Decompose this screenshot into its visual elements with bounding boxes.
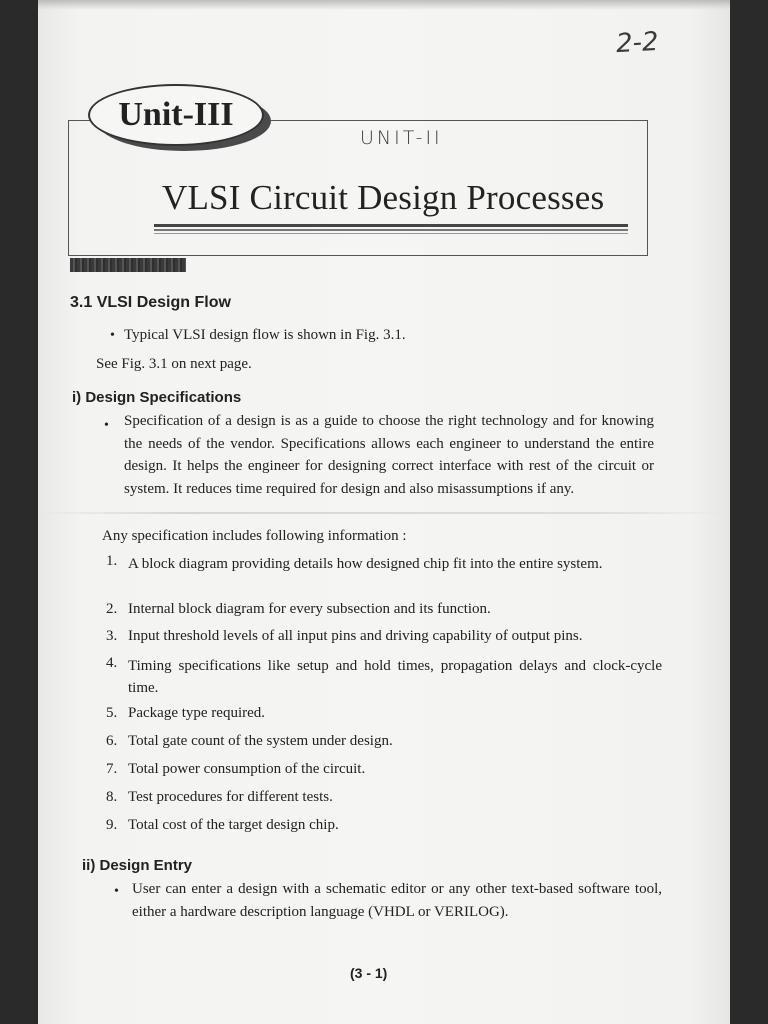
list-item: 8. Test procedures for different tests. bbox=[106, 789, 333, 805]
handwritten-unit-correction: UNIT-II bbox=[360, 127, 443, 149]
bullet-dot: • bbox=[114, 884, 119, 899]
list-item: 5. Package type required. bbox=[106, 705, 266, 721]
decorative-bar bbox=[70, 258, 186, 272]
design-entry-paragraph: User can enter a design with a schematic editor or any other text-based software tool, either a hardware description language (VHDL or VERILOG). bbox=[132, 881, 662, 920]
list-item: 2. Internal block diagram for every subsection and its function. bbox=[106, 601, 491, 617]
bullet-dot: • bbox=[104, 418, 109, 433]
title-underline bbox=[154, 224, 628, 227]
paper-fold-crease bbox=[38, 512, 730, 514]
specification-list bbox=[106, 553, 662, 845]
list-item: 1. A block diagram providing details how designed chip fit into the entire system. bbox=[106, 553, 603, 572]
chapter-title: VLSI Circuit Design Processes bbox=[162, 178, 605, 217]
list-item: 7. Total power consumption of the circuit. bbox=[106, 761, 366, 777]
design-specifications-heading: i) Design Specifications bbox=[72, 389, 242, 406]
list-item: 6. Total gate count of the system under design. bbox=[106, 733, 393, 749]
bullet-dot: • bbox=[110, 328, 115, 343]
see-figure-note: See Fig. 3.1 on next page. bbox=[96, 356, 252, 372]
specification-intro: Any specification includes following information : bbox=[102, 528, 407, 544]
section-heading: 3.1 VLSI Design Flow bbox=[70, 294, 231, 311]
document-page bbox=[38, 0, 730, 1024]
list-item: 3. Input threshold levels of all input pins and driving capability of output pins. bbox=[106, 628, 583, 644]
handwritten-page-marker: 2-2 bbox=[615, 26, 660, 60]
title-underline-3 bbox=[154, 233, 628, 234]
unit-label: Unit-III bbox=[88, 84, 264, 146]
list-item: 9. Total cost of the target design chip. bbox=[106, 817, 339, 833]
page-number: (3 - 1) bbox=[350, 965, 388, 981]
list-item: 4. Timing specifications like setup and hold times, propagation delays and clock-cycle time. bbox=[106, 655, 662, 696]
design-entry-heading: ii) Design Entry bbox=[82, 857, 193, 874]
design-specifications-paragraph: Specification of a design is as a guide to choose the right technology and for knowing the needs of the vendor. Specifications allows each engineer to understand the entire design. It helps the engineer for designing correct interface with rest of the circuit or system. It reduces time required for design and also misassumptions if any. bbox=[124, 413, 654, 497]
title-underline-2 bbox=[154, 229, 628, 231]
design-flow-bullet: Typical VLSI design flow is shown in Fig. 3.1. bbox=[124, 327, 406, 343]
